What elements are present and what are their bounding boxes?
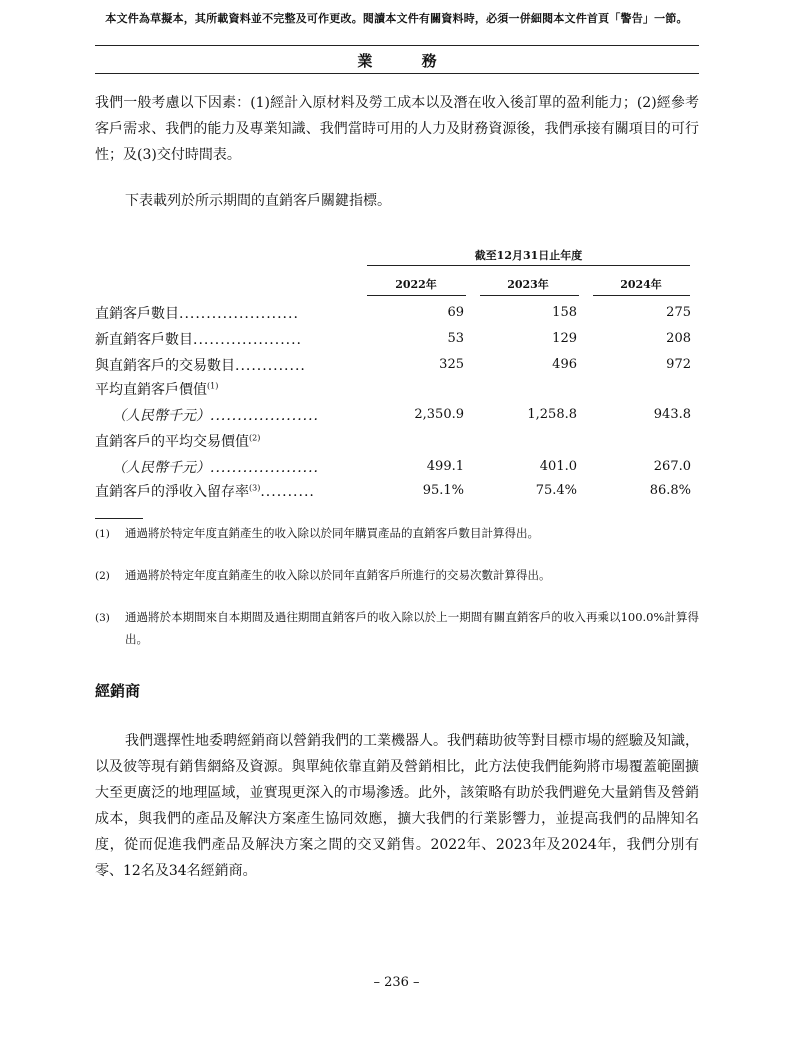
table-row-label: 新直銷客戶數目.................... [95,332,303,348]
table-cell: 499.1 [426,459,464,474]
table-period-header: 截至12月31日止年度 [474,249,583,262]
footnote-text: 通過將於特定年度直銷產生的收入除以於同年購買產品的直銷客戶數目計算得出。 [125,526,539,540]
table-cell: 496 [552,357,577,372]
intro-paragraph: 我們一般考慮以下因素：(1)經計入原材料及勞工成本以及潛在收入後訂單的盈利能力；(2)經參考客戶需求、我們的能力及專業知識、我們當時可用的人力及財務資源後，我們承接有關項目的可行性；及(3)交付時間表。 [95,95,699,163]
year-rule-2022 [367,295,466,296]
year-rule-2024 [593,295,690,296]
footnote-rule [95,518,143,519]
table-cell: 325 [439,357,464,372]
table-cell: 267.0 [653,459,691,474]
table-cell: 69 [447,305,464,320]
table-row-label: 直銷客戶數目...................... [95,306,299,322]
table-cell: 972 [666,357,691,372]
footnote-number: (2) [95,570,110,582]
table-cell: 2,350.9 [414,407,464,422]
table-cell: 208 [666,331,691,346]
year-header-2023: 2023年 [507,278,549,291]
table-header-rule [367,265,690,266]
year-header-2022: 2022年 [395,278,437,291]
table-cell: 943.8 [653,407,691,422]
table-intro: 下表載列於所示期間的直銷客戶關鍵指標。 [125,193,391,209]
table-cell: 158 [552,305,577,320]
footnote-number: (1) [95,528,110,540]
table-cell: 75.4% [535,483,577,498]
header-rule-top [95,45,699,46]
table-cell: 129 [552,331,577,346]
year-rule-2023 [480,295,579,296]
footnote-text: 通過將於本期間來自本期間及過往期間直銷客戶的收入除以於上一期間有關直銷客戶的收入再乘以100.0%計算得出。 [125,610,699,646]
year-header-2024: 2024年 [620,278,662,291]
table-cell: 275 [666,305,691,320]
table-row-sublabel: （人民幣千元）.................... [112,408,320,424]
table-row-label: 直銷客戶的淨收入留存率$^{(3)}$.......... [95,483,315,500]
table-cell: 86.8% [649,483,691,498]
table-row-label: 平均直銷客戶價值$^{(1)}$ [95,381,219,398]
table-cell: 401.0 [539,459,577,474]
footnote-text: 通過將於特定年度直銷產生的收入除以於同年直銷客戶所進行的交易次數計算得出。 [125,568,551,582]
table-row-sublabel: （人民幣千元）.................... [112,460,320,476]
header-rule-bottom [95,73,699,74]
section-title: 業 務 [357,52,459,70]
distributors-heading: 經銷商 [95,682,141,700]
footnote-number: (3) [95,612,110,624]
page-number: – 236 – [373,975,420,990]
table-cell: 53 [447,331,464,346]
table-row-label: 與直銷客戶的交易數目............. [95,358,306,374]
table-cell: 1,258.8 [527,407,577,422]
table-cell: 95.1% [422,483,464,498]
table-row-label: 直銷客戶的平均交易價值$^{(2)}$ [95,433,261,450]
distributors-paragraph: 我們選擇性地委聘經銷商以營銷我們的工業機器人。我們藉助彼等對目標市場的經驗及知識，以及彼等現有銷售網絡及資源。與單純依靠直銷及營銷相比，此方法使我們能夠將市場覆蓋範圍擴大至更廣泛的地理區域，並實現更深入的市場滲透。此外，該策略有助於我們避免大量銷售及營銷成本，與我們的產品及解決方案產生協同效應，擴大我們的行業影響力，並提高我們的品牌知名度，從而促進我們產品及解決方案之間的交叉銷售。2022年、2023年及2024年，我們分別有零、12名及34名經銷商。 [95,733,699,879]
draft-notice: 本文件為草擬本，其所載資料並不完整及可作更改。閱讀本文件有關資料時，必須一併細閱本文件首頁「警告」一節。 [105,12,688,25]
